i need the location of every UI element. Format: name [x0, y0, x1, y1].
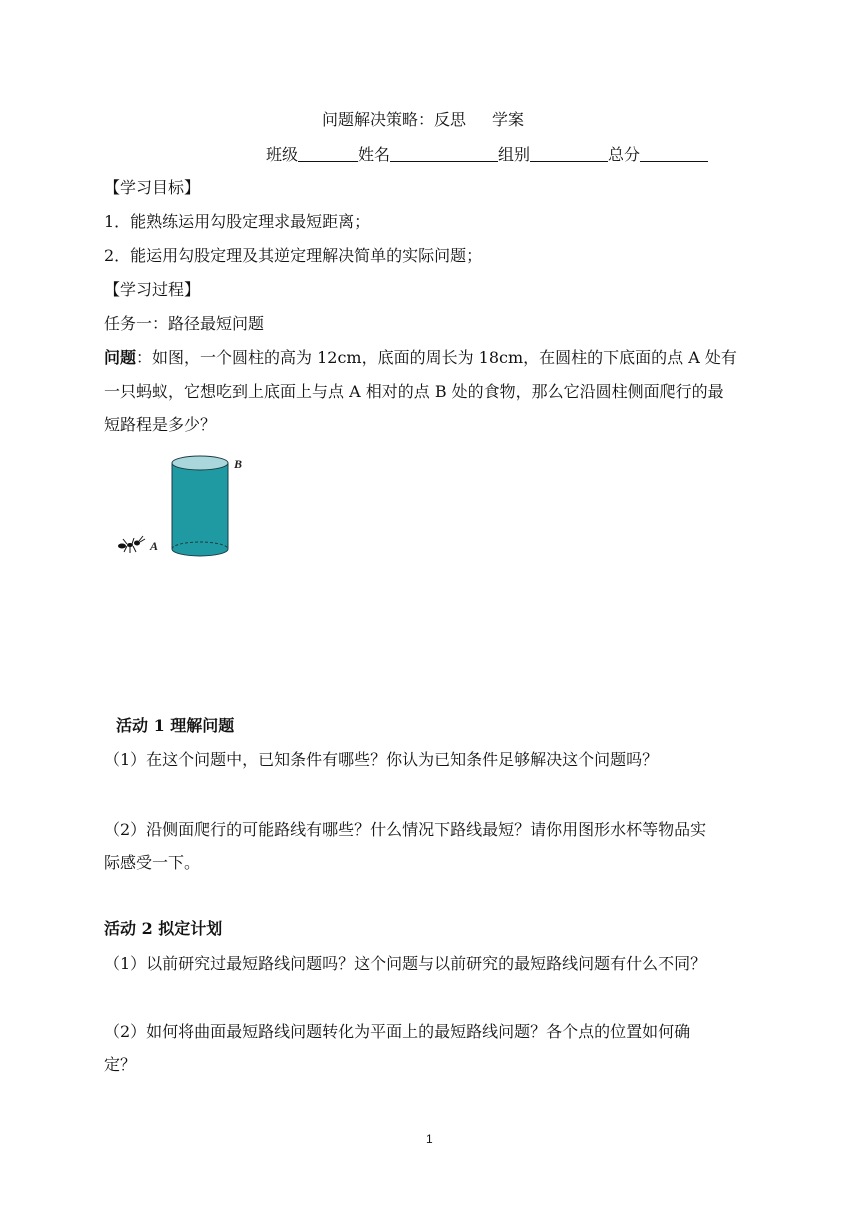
group-blank[interactable]: [530, 145, 608, 162]
ant-icon: [118, 536, 145, 553]
activity2-question2: （2）如何将曲面最短路线问题转化为平面上的最短路线问题？各个点的位置如何确: [104, 1022, 691, 1041]
class-blank[interactable]: [298, 145, 358, 162]
class-label: 班级: [266, 145, 299, 164]
problem-line: 一只蚂蚁，它想吃到上底面上与点 A 相对的点 B 处的食物，那么它沿圆柱侧面爬行的最: [104, 382, 724, 401]
problem-line: [104, 348, 737, 368]
process-heading: 【学习过程】: [104, 280, 201, 299]
activity2-heading: 活动 2 拟定计划: [104, 919, 223, 938]
activity1-question1: （1）在这个问题中，已知条件有哪些？你认为已知条件足够解决这个问题吗？: [104, 750, 659, 769]
title-suffix: 学案: [492, 110, 525, 129]
problem-label: 问题: [104, 348, 137, 367]
cylinder-top: [172, 456, 228, 470]
activity1-question2: （2）沿侧面爬行的可能路线有哪些？什么情况下路线最短？请你用图形水杯等物品实: [104, 820, 707, 839]
student-info-line: [266, 145, 708, 165]
problem-line: 短路程是多少？: [104, 415, 217, 434]
group-label: 组别: [498, 145, 531, 164]
activity1-question2-cont: 际感受一下。: [104, 853, 201, 872]
activity2-question2-cont: 定？: [104, 1055, 137, 1074]
goal-item: 2．能运用勾股定理及其逆定理解决简单的实际问题；: [104, 246, 483, 265]
problem-text: ：如图，一个圆柱的高为 12cm，底面的周长为 18cm，在圆柱的下底面的点 A 处有: [136, 348, 737, 367]
page-title: [322, 110, 524, 130]
cylinder-figure: [110, 448, 260, 566]
cylinder-bottom: [172, 549, 228, 556]
title-main: 问题解决策略：反思: [322, 110, 467, 129]
activity2-question1: （1）以前研究过最短路线问题吗？这个问题与以前研究的最短路线问题有什么不同？: [104, 954, 707, 973]
name-label: 姓名: [358, 145, 391, 164]
page-number: 1: [426, 1132, 433, 1146]
point-b-label: B: [234, 457, 243, 471]
score-blank[interactable]: [640, 145, 708, 162]
name-blank[interactable]: [390, 145, 498, 162]
point-a-label: A: [150, 539, 159, 553]
cylinder-body: [172, 463, 228, 549]
goals-heading: 【学习目标】: [104, 178, 201, 197]
score-label: 总分: [608, 145, 641, 164]
goal-item: 1．能熟练运用勾股定理求最短距离；: [104, 212, 371, 231]
task-heading: 任务一：路径最短问题: [104, 314, 265, 333]
activity1-heading: 活动 1 理解问题: [116, 716, 235, 735]
